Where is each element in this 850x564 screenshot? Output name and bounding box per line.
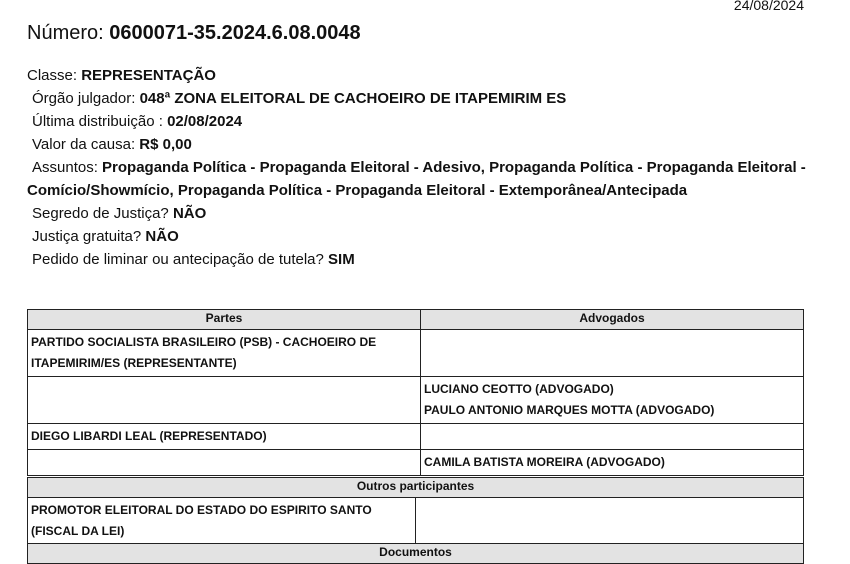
documentos-table	[27, 543, 804, 564]
process-info	[27, 64, 807, 271]
process-number-value: 0600071-35.2024.6.08.0048	[109, 22, 361, 44]
assuntos-value: Propaganda Política - Propaganda Eleitoral - Adesivo, Propaganda Política - Propaganda Eleitoral - Comício/Showmício, Propaganda Política - Propaganda Eleitoral - Extemporânea/Antecipada	[27, 159, 806, 199]
valor-row	[27, 133, 807, 156]
liminar-value: SIM	[328, 251, 355, 268]
advogados-header: Advogados	[421, 310, 804, 330]
table-row	[28, 424, 804, 450]
advogados-cell: CAMILA BATISTA MOREIRA (ADVOGADO)	[421, 450, 804, 476]
partes-header-row	[28, 310, 804, 330]
valor-value: R$ 0,00	[139, 136, 192, 153]
distribuicao-row	[27, 110, 807, 133]
documentos-header: Documentos	[28, 544, 804, 564]
classe-value: REPRESENTAÇÃO	[81, 67, 216, 84]
partes-header: Partes	[28, 310, 421, 330]
parte-cell: DIEGO LIBARDI LEAL (REPRESENTADO)	[28, 424, 421, 450]
orgao-label: Órgão julgador:	[32, 90, 136, 107]
documentos-header-row	[28, 544, 804, 564]
valor-label: Valor da causa:	[32, 136, 136, 153]
segredo-label: Segredo de Justiça?	[32, 205, 169, 222]
table-row	[28, 377, 804, 424]
table-row	[28, 450, 804, 476]
advogados-cell	[421, 377, 804, 424]
outros-header: Outros participantes	[28, 478, 804, 498]
gratuita-row	[27, 225, 807, 248]
parte-cell: PROMOTOR ELEITORAL DO ESTADO DO ESPIRITO SANTO (FISCAL DA LEI)	[28, 498, 416, 545]
parte-cell	[28, 450, 421, 476]
liminar-label: Pedido de liminar ou antecipação de tutela?	[32, 251, 324, 268]
gratuita-label: Justiça gratuita?	[32, 228, 142, 245]
process-number-label: Número:	[27, 22, 104, 44]
classe-row	[27, 64, 807, 87]
orgao-value: 048ª ZONA ELEITORAL DE CACHOEIRO DE ITAPEMIRIM ES	[139, 90, 567, 107]
orgao-row	[27, 87, 807, 110]
parte-cell	[28, 377, 421, 424]
partes-table	[27, 309, 804, 476]
outros-participantes-table	[27, 477, 804, 545]
table-row	[28, 498, 804, 545]
assuntos-row	[27, 156, 807, 202]
document-date: 24/08/2024	[733, 0, 804, 13]
distribuicao-value: 02/08/2024	[167, 113, 243, 130]
gratuita-value: NÃO	[145, 228, 179, 245]
advogado-entry: LUCIANO CEOTTO (ADVOGADO)	[424, 382, 614, 396]
parte-cell: PARTIDO SOCIALISTA BRASILEIRO (PSB) - CACHOEIRO DE ITAPEMIRIM/ES (REPRESENTANTE)	[28, 330, 421, 377]
advogados-cell	[421, 424, 804, 450]
classe-label: Classe:	[27, 67, 78, 84]
outros-header-row	[28, 478, 804, 498]
assuntos-label: Assuntos:	[32, 159, 98, 176]
segredo-row	[27, 202, 807, 225]
advogado-entry: PAULO ANTONIO MARQUES MOTTA (ADVOGADO)	[424, 403, 715, 417]
segredo-value: NÃO	[172, 205, 207, 222]
table-row	[28, 330, 804, 377]
process-number	[27, 22, 361, 45]
advogados-cell	[421, 330, 804, 377]
liminar-row	[27, 248, 807, 271]
distribuicao-label: Última distribuição :	[32, 113, 163, 130]
advogados-cell	[416, 498, 804, 545]
